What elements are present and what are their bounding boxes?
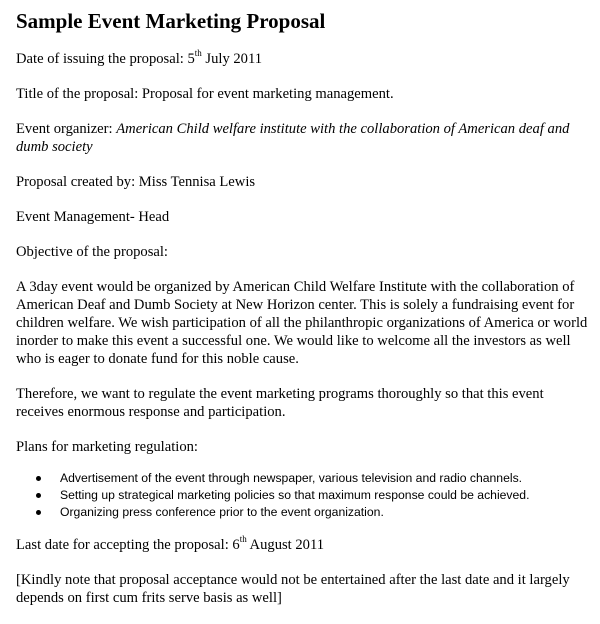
last-date-rest: August 2011	[246, 537, 325, 553]
list-item	[16, 487, 590, 504]
organizer-label: Event organizer:	[16, 121, 117, 137]
date-issued-rest: July 2011	[201, 51, 263, 67]
list-item	[16, 470, 590, 487]
plan-text: Setting up strategical marketing policies so that maximum response could be achieved.	[60, 488, 530, 502]
plans-heading: Plans for marketing regulation:	[16, 439, 198, 455]
created-by-line: Proposal created by: Miss Tennisa Lewis	[16, 174, 256, 190]
plan-text: Organizing press conference prior to the event organization.	[60, 505, 384, 519]
list-item	[16, 504, 590, 521]
plan-text: Advertisement of the event through newspaper, various television and radio channels.	[60, 471, 523, 485]
bullet-icon	[36, 493, 41, 498]
objective-heading: Objective of the proposal:	[16, 244, 168, 260]
last-date-line	[16, 536, 590, 554]
last-date-label: Last date for accepting the proposal: 6	[16, 537, 240, 553]
bullet-icon	[36, 476, 41, 481]
proposal-title-line: Title of the proposal: Proposal for event marketing management.	[16, 86, 394, 102]
organizer-line	[16, 120, 590, 156]
organizer-value: American Child welfare institute with the collaboration of American deaf and dumb society	[16, 121, 570, 155]
note-paragraph: [Kindly note that proposal acceptance would not be entertained after the last date and it largely depends on first cum frits serve basis as well]	[16, 572, 570, 606]
last-date-suffix: th	[239, 534, 247, 545]
date-issued-label: Date of issuing the proposal: 5	[16, 51, 195, 67]
document-page	[16, 8, 590, 624]
plans-list	[16, 470, 590, 521]
bullet-icon	[36, 510, 41, 515]
regulation-paragraph: Therefore, we want to regulate the event marketing programs thoroughly so that this event receives enormous response and participation.	[16, 386, 544, 420]
date-issued-suffix: th	[194, 48, 202, 59]
date-issued-line	[16, 50, 590, 68]
role-line: Event Management- Head	[16, 209, 170, 225]
document-title: Sample Event Marketing Proposal	[16, 9, 326, 33]
objective-paragraph: A 3day event would be organized by American Child Welfare Institute with the collaboration of American Deaf and Dumb Society at New Horizon center. This is solely a fundraising event for children welfare. We wish participation of all the philanthropic organizations of America or world inorder to make this event a successful one. We would like to welcome all the investors as well who is eager to donate fund for this noble cause.	[16, 279, 588, 367]
